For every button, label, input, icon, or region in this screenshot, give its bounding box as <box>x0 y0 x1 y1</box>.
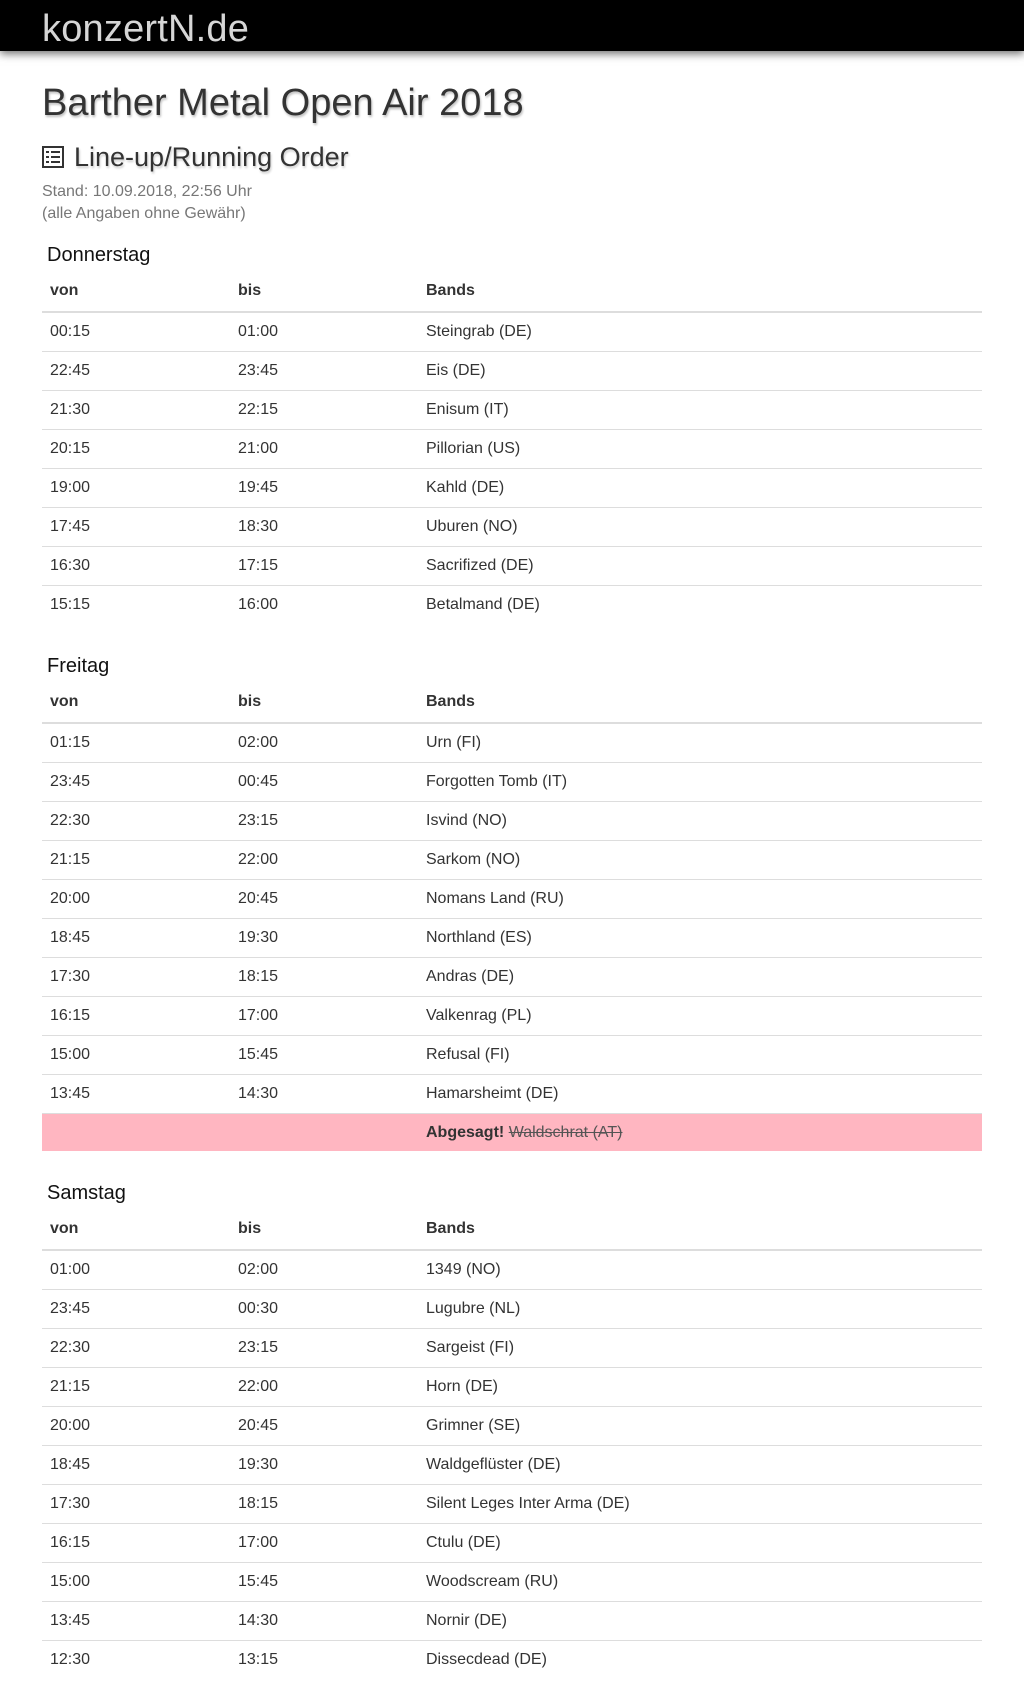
cancelled-label: Abgesagt! <box>426 1123 505 1141</box>
cell-start-time: 23:45 <box>42 763 230 802</box>
column-header-von: von <box>42 271 230 312</box>
table-row <box>42 430 982 469</box>
cell-band: Nornir (DE) <box>418 1602 982 1641</box>
day-title: Freitag <box>47 655 110 677</box>
table-row <box>42 958 982 997</box>
cell-band: Grimner (SE) <box>418 1407 982 1446</box>
cell-band: Dissecdead (DE) <box>418 1641 982 1680</box>
day-section-0 <box>42 243 982 624</box>
column-header-von: von <box>42 1209 230 1250</box>
table-row <box>42 1602 982 1641</box>
table-row <box>42 1075 982 1114</box>
cell-end-time: 23:15 <box>230 1329 418 1368</box>
table-row <box>42 391 982 430</box>
table-row <box>42 763 982 802</box>
day-title: Samstag <box>47 1182 126 1204</box>
cell-band: Kahld (DE) <box>418 469 982 508</box>
section-title-text: Line-up/Running Order <box>74 142 349 172</box>
cell-band: Betalmand (DE) <box>418 586 982 625</box>
cell-band: Uburen (NO) <box>418 508 982 547</box>
cell-start-time: 17:30 <box>42 958 230 997</box>
stand-timestamp: Stand: 10.09.2018, 22:56 Uhr <box>42 183 252 200</box>
cell-start-time: 20:00 <box>42 1407 230 1446</box>
cell-band: Sargeist (FI) <box>418 1329 982 1368</box>
table-row <box>42 880 982 919</box>
list-icon <box>42 146 64 168</box>
page-meta <box>42 181 982 225</box>
cell-end-time: 20:45 <box>230 1407 418 1446</box>
cell-start-time: 12:30 <box>42 1641 230 1680</box>
cell-end-time: 17:15 <box>230 547 418 586</box>
table-row <box>42 312 982 352</box>
cell-band: Andras (DE) <box>418 958 982 997</box>
cell-start-time: 16:30 <box>42 547 230 586</box>
table-row <box>42 508 982 547</box>
column-header-bis: bis <box>230 682 418 723</box>
top-navbar <box>0 0 1024 51</box>
cell-band: Valkenrag (PL) <box>418 997 982 1036</box>
cell-end-time: 23:45 <box>230 352 418 391</box>
table-row <box>42 1641 982 1680</box>
table-row <box>42 919 982 958</box>
cell-band: Enisum (IT) <box>418 391 982 430</box>
table-row <box>42 1485 982 1524</box>
cell-band: Nomans Land (RU) <box>418 880 982 919</box>
cell-start-time: 20:15 <box>42 430 230 469</box>
table-row <box>42 1407 982 1446</box>
cell-band <box>418 1114 982 1152</box>
disclaimer: (alle Angaben ohne Gewähr) <box>42 205 246 222</box>
cell-start-time: 17:30 <box>42 1485 230 1524</box>
cell-end-time: 02:00 <box>238 734 279 751</box>
cell-end-time: 14:30 <box>230 1602 418 1641</box>
cell-end-time: 18:15 <box>230 958 418 997</box>
cell-end-time: 23:15 <box>230 802 418 841</box>
cell-band: Refusal (FI) <box>418 1036 982 1075</box>
column-header-bis: bis <box>230 271 418 312</box>
cell-start-time: 22:30 <box>42 802 230 841</box>
table-row <box>42 1446 982 1485</box>
table-row <box>42 1368 982 1407</box>
schedule-days <box>42 243 982 1679</box>
cell-end-time: 17:00 <box>230 997 418 1036</box>
cell-start-time: 16:15 <box>42 1524 230 1563</box>
cell-band: Sarkom (NO) <box>418 841 982 880</box>
day-section-1 <box>42 654 982 1151</box>
table-header-row <box>42 1209 982 1250</box>
brand-logo-link[interactable]: konzertN.de <box>42 8 250 50</box>
table-row <box>42 1036 982 1075</box>
cell-end-time: 22:15 <box>230 391 418 430</box>
cell-end-time: 21:00 <box>230 430 418 469</box>
page-title: Barther Metal Open Air 2018 <box>42 82 524 124</box>
cell-start-time: 01:15 <box>50 734 91 751</box>
cell-start-time: 21:15 <box>42 1368 230 1407</box>
cell-start-time: 13:45 <box>42 1075 230 1114</box>
table-row <box>42 586 982 625</box>
cell-end-time: 15:45 <box>230 1563 418 1602</box>
cell-end-time <box>230 1114 418 1152</box>
cell-end-time: 22:00 <box>230 841 418 880</box>
table-row <box>42 1524 982 1563</box>
cell-start-time: 15:15 <box>42 586 230 625</box>
cell-band: Urn (FI) <box>426 734 482 751</box>
cell-band: Eis (DE) <box>418 352 982 391</box>
table-row <box>42 1250 982 1290</box>
cell-start-time: 16:15 <box>42 997 230 1036</box>
schedule-table <box>42 271 982 624</box>
cell-end-time: 16:00 <box>230 586 418 625</box>
cell-band: Hamarsheimt (DE) <box>418 1075 982 1114</box>
table-row <box>42 1329 982 1368</box>
table-header-row <box>42 682 982 723</box>
cell-band: Steingrab (DE) <box>426 323 532 340</box>
table-row <box>42 802 982 841</box>
cell-end-time: 19:45 <box>230 469 418 508</box>
cell-band: Pillorian (US) <box>418 430 982 469</box>
table-header-row <box>42 271 982 312</box>
table-row <box>42 469 982 508</box>
cell-start-time: 22:30 <box>42 1329 230 1368</box>
cancelled-band: Waldschrat (AT) <box>508 1123 623 1141</box>
cell-start-time: 19:00 <box>42 469 230 508</box>
column-header-bands: Bands <box>418 1209 982 1250</box>
cell-end-time: 18:15 <box>230 1485 418 1524</box>
cell-end-time: 15:45 <box>230 1036 418 1075</box>
cell-start-time: 20:00 <box>42 880 230 919</box>
column-header-bis: bis <box>230 1209 418 1250</box>
cell-end-time: 13:15 <box>230 1641 418 1680</box>
column-header-bands: Bands <box>418 682 982 723</box>
cell-start-time: 01:00 <box>50 1261 91 1278</box>
cell-end-time: 17:00 <box>230 1524 418 1563</box>
cell-start-time: 22:45 <box>42 352 230 391</box>
cell-end-time: 19:30 <box>230 919 418 958</box>
day-title: Donnerstag <box>47 244 151 266</box>
cell-start-time: 15:00 <box>42 1563 230 1602</box>
cell-start-time: 17:45 <box>42 508 230 547</box>
cell-end-time: 18:30 <box>230 508 418 547</box>
cell-end-time: 01:00 <box>238 323 279 340</box>
cell-end-time: 19:30 <box>230 1446 418 1485</box>
cell-band: Isvind (NO) <box>418 802 982 841</box>
table-row <box>42 723 982 763</box>
cell-start-time: 13:45 <box>42 1602 230 1641</box>
cell-end-time: 20:45 <box>230 880 418 919</box>
day-section-2 <box>42 1181 982 1679</box>
cell-end-time: 00:30 <box>230 1290 418 1329</box>
cell-band: 1349 (NO) <box>426 1261 501 1278</box>
cell-end-time: 02:00 <box>238 1261 279 1278</box>
cell-end-time: 14:30 <box>230 1075 418 1114</box>
cell-band: Lugubre (NL) <box>418 1290 982 1329</box>
main-content <box>42 81 982 1679</box>
cell-start-time <box>42 1114 230 1152</box>
table-row <box>42 1290 982 1329</box>
cell-band: Ctulu (DE) <box>418 1524 982 1563</box>
table-row <box>42 997 982 1036</box>
cell-start-time: 21:15 <box>42 841 230 880</box>
cell-band: Horn (DE) <box>418 1368 982 1407</box>
cell-end-time: 22:00 <box>230 1368 418 1407</box>
table-row <box>42 547 982 586</box>
cancelled-row <box>42 1114 982 1152</box>
cell-start-time: 21:30 <box>42 391 230 430</box>
cell-start-time: 00:15 <box>50 323 91 340</box>
schedule-table <box>42 682 982 1151</box>
cell-band: Silent Leges Inter Arma (DE) <box>418 1485 982 1524</box>
cell-start-time: 18:45 <box>42 1446 230 1485</box>
cell-band: Northland (ES) <box>418 919 982 958</box>
table-row <box>42 1563 982 1602</box>
cell-band: Woodscream (RU) <box>418 1563 982 1602</box>
table-row <box>42 841 982 880</box>
table-row <box>42 352 982 391</box>
cell-band: Forgotten Tomb (IT) <box>418 763 982 802</box>
section-title <box>42 141 982 173</box>
cell-start-time: 18:45 <box>42 919 230 958</box>
cell-start-time: 23:45 <box>42 1290 230 1329</box>
column-header-bands: Bands <box>418 271 982 312</box>
cell-end-time: 00:45 <box>230 763 418 802</box>
cell-band: Sacrifized (DE) <box>418 547 982 586</box>
column-header-von: von <box>42 682 230 723</box>
schedule-table <box>42 1209 982 1679</box>
cell-start-time: 15:00 <box>42 1036 230 1075</box>
cell-band: Waldgeflüster (DE) <box>418 1446 982 1485</box>
